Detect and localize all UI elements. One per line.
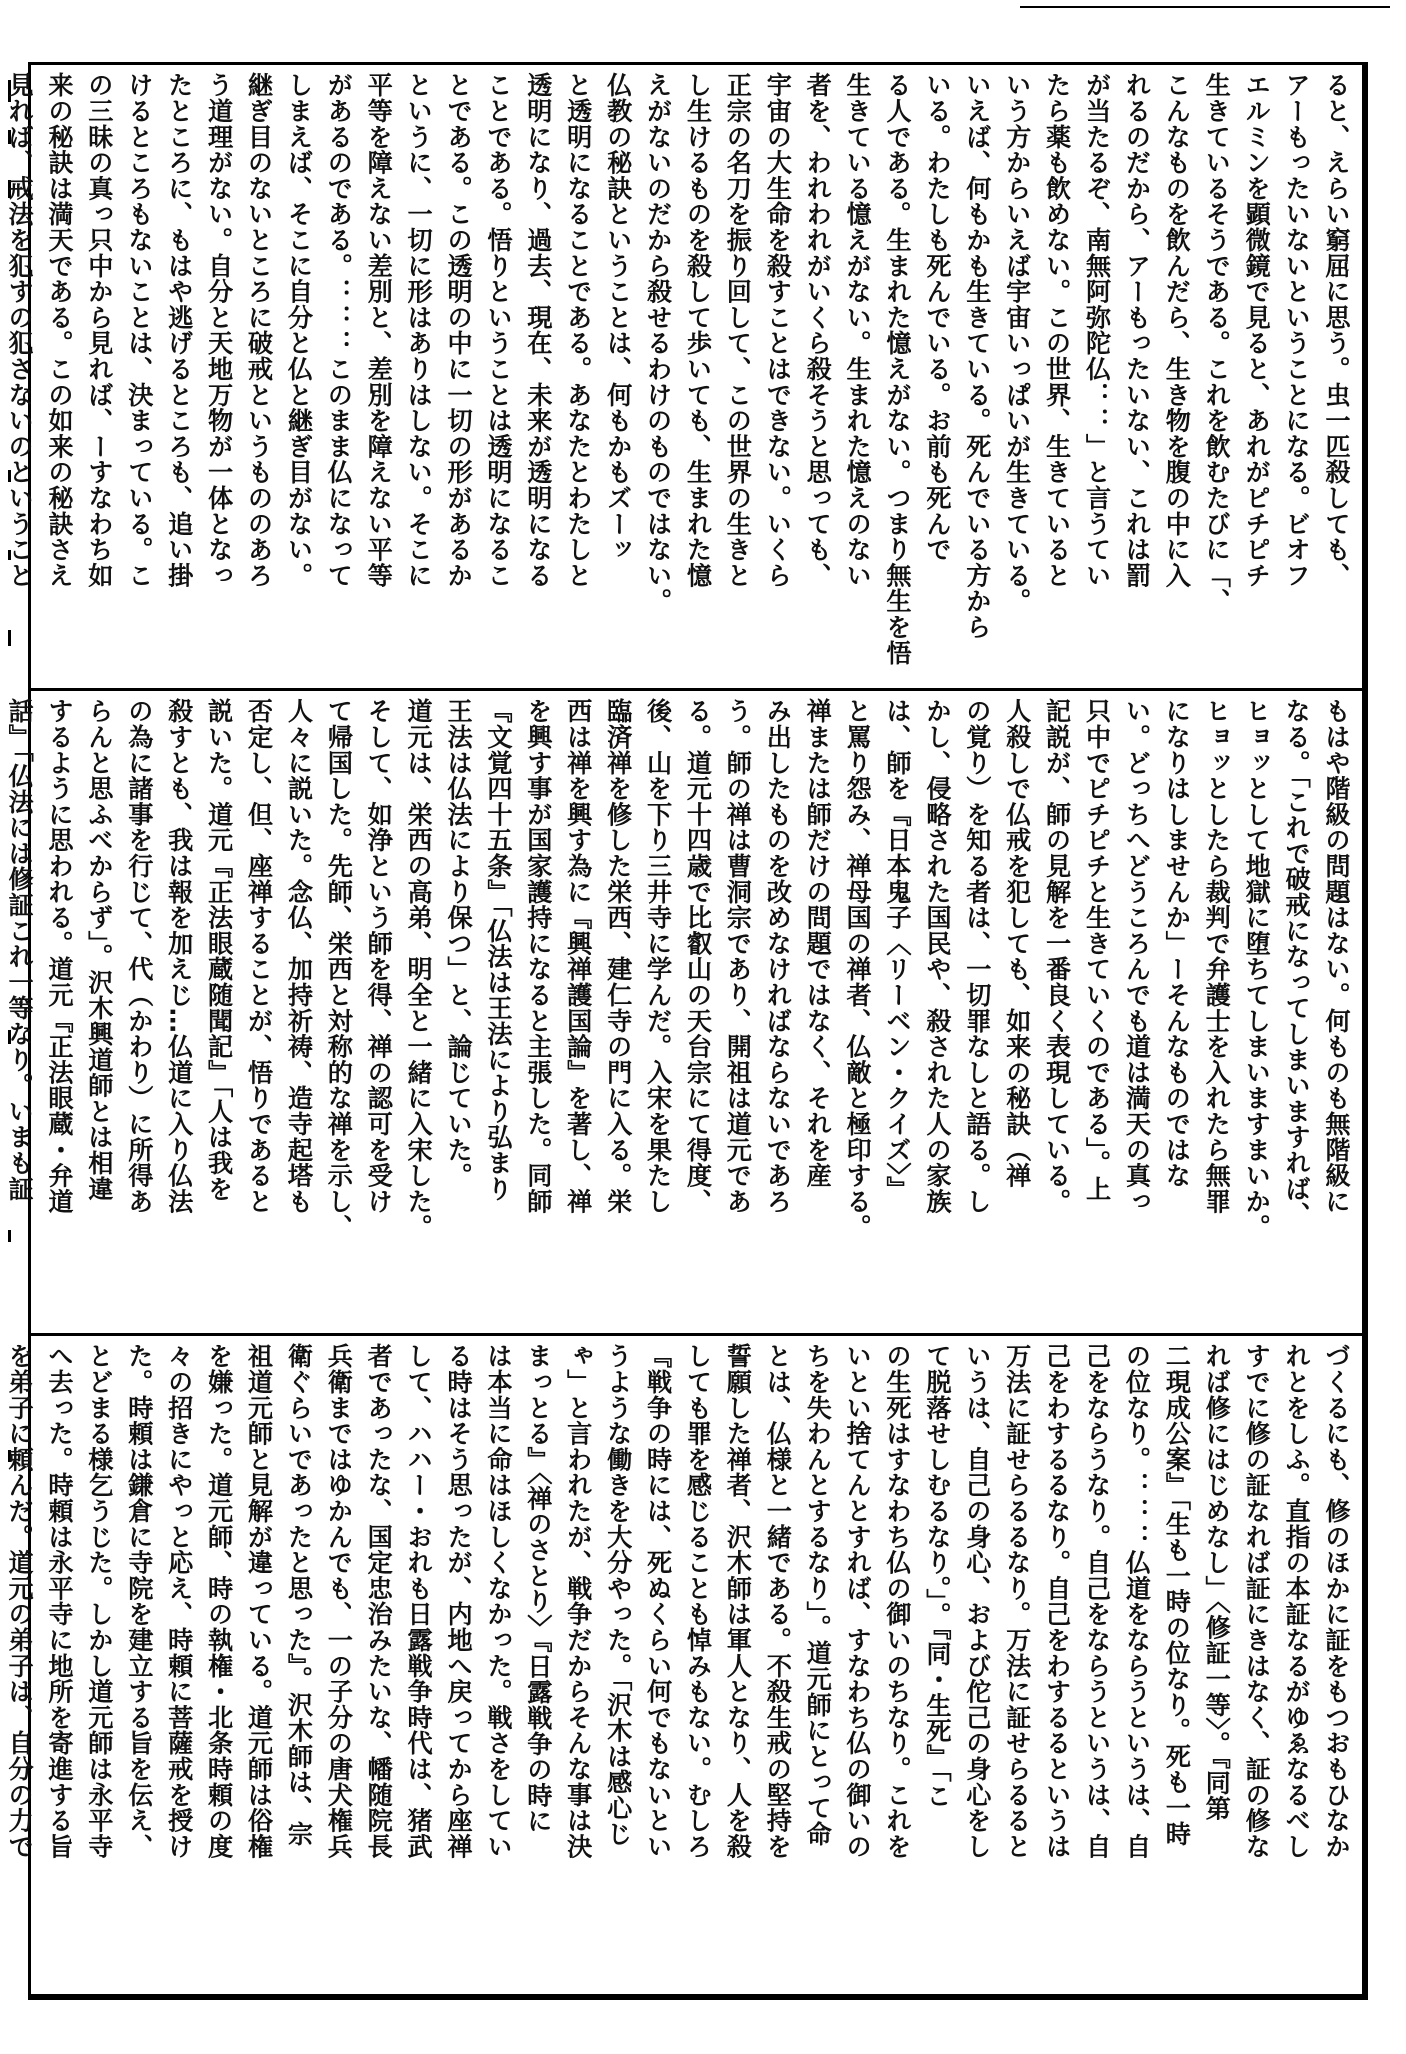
text-section-1 <box>5 72 1356 682</box>
text-section-3 <box>5 1343 1356 1993</box>
vertical-text-3: づくるにも、修のほかに証をもつおもひなか れとをしふ。直指の本証なるがゆゑなるべし すでに修の証なれば証にきはなく、証の修な れば修にはじめなし」〈修証一等〉。『同第 二現成公案』「生も一時の位なり。死も一時 の位なり。：：：仏道をならうというは、自 己をならうなり。自己をならうというは、自 己をわするるなり。自己をわするるというは 万法に証せらるるなり。万法に証せらるると いうは、自己の身心、および佗己の身心をし て脱落せしむるなり。」。『同・生死』「こ の生死はすなわち仏の御いのちなり。これを いとい捨てんとすれば、すなわち仏の御いの ちを失わんとするなり」。道元師にとって命 とは、仏様と一緒である。不殺生戒の堅持を 誓願した禅者、沢木師は軍人となり、人を殺 しても罪を感じることも悼みもない。むしろ 『戦争の時には、死ぬくらい何でもないとい うような働きを大分やった。「沢木は感心じ ゃ」と言われたが、戦争だからそんな事は決 まっとる』〈禅のさとり〉『日露戦争の時に は本当に命はほしくなかった。戦さをしてい る時はそう思ったが、内地へ戻ってから座禅 して、ハハー・おれも日露戦争時代は、猪武 者であったな、国定忠治みたいな、幡随院長 兵衛まではゆかんでも、一の子分の唐犬権兵 衛ぐらいであったと思った』。沢木師は、宗 祖道元師と見解が違っている。道元師は俗権 を嫌った。道元師、時の執権・北条時頼の度 々の招きにやっと応え、時頼に菩薩戒を授け た。時頼は鎌倉に寺院を建立する旨を伝え、 とどまる様乞うじた。しかし道元師は永平寺 へ去った。時頼は永平寺に地所を寄進する旨 を弟子に頼んだ。道元の弟子は、自分の力で <box>5 1343 1351 1859</box>
top-rule <box>1020 6 1390 8</box>
section-divider-1 <box>28 688 1368 691</box>
vertical-text-1: ると、えらい窮屈に思う。虫一匹殺しても、 アーもったいないということになる。ビオフ エルミンを顕微鏡で見ると、あれがピチピチ 生きているそうである。これを飲むたびに「、 こんなものを飲んだら、生き物を腹の中に入 れるのだから、アーもったいない、これは罰 が当たるぞ、南無阿弥陀仏：：」と言うてい たら薬も飲めない。この世界、生きていると いう方からいえば宇宙いっぱいが生きている。 いえば、何もかも生きている。死んでいる方から いる。わたしも死んでいる。お前も死んで る人である。生まれた憶えがない。つまり無生を悟 生きている憶えがない。生まれた憶えのない 者を、われわれがいくら殺そうと思っても、 宇宙の大生命を殺すことはできない。いくら 正宗の名刀を振り回して、この世界の生きと し生けるものを殺して歩いても、生まれた憶 えがないのだから殺せるわけのものではない。 仏教の秘訣ということは、何もかもズーッ と透明になることである。あなたとわたしと 透明になり、過去、現在、未来が透明になる ことである。悟りということは透明になるこ とである。この透明の中に一切の形があるか というに、一切に形はありはしない。そこに 平等を障えない差別と、差別を障えない平等 があるのである。：：：このまま仏になって しまえば、そこに自分と仏と継ぎ目がない。 継ぎ目のないところに破戒というもののあろ う道理がない。自分と天地万物が一体となっ たところに、もはや逃げるところも、追い掛 けるところもないことは、決まっている。こ の三昧の真っ只中から見れば、ーすなわち如 来の秘訣は満天である。この如来の秘訣さえ 見れば、戒法を犯すの犯さないのということ <box>5 72 1351 666</box>
text-section-2 <box>5 698 1356 1326</box>
vertical-text-2: もはや階級の問題はない。何ものも無階級に なる。「これで破戒になってしまいますれば、 ヒョッとして地獄に堕ちてしまいますまいか。 ヒョッとしたら裁判で弁護士を入れたら無罪 になりはしませんか」ーそんなものではな い。どっちへどうころんでも道は満天の真っ 只中でピチピチと生きていくのである」。上 記説が、師の見解を一番良く表現している。 人殺しで仏戒を犯しても、如来の秘訣（禅 の覚り）を知る者は、一切罪なしと語る。し かし、侵略された国民や、殺された人の家族 は、師を『日本鬼子〈リーベン・クイズ〉』 と罵り怨み、禅母国の禅者、仏敵と極印する。 禅または師だけの問題ではなく、それを産 み出したものを改めなければならないであろ う。師の禅は曹洞宗であり、開祖は道元であ る。道元十四歳で比叡山の天台宗にて得度、 後、山を下り三井寺に学んだ。入宋を果たし 臨済禅を修した栄西、建仁寺の門に入る。栄 西は禅を興す為に『興禅護国論』を著し、禅 を興す事が国家護持になると主張した。同師 『文覚四十五条』「仏法は王法により弘まり 王法は仏法により保つ」と、論じていた。 道元は、栄西の高弟、明全と一緒に入宋した。 そして、如浄という師を得、禅の認可を受け て帰国した。先師、栄西と対称的な禅を示し、 人々に説いた。念仏、加持祈祷、造寺起塔も 否定し、但、座禅することが、悟りであると 説いた。道元『正法眼蔵随聞記』「人は我を 殺すとも、我は報を加えじ…仏道に入り仏法 の為に諸事を行じて、代（かわり）に所得あ らんと思ふべからず」。沢木興道師とは相違 するように思われる。道元『正法眼蔵・弁道 話』「仏法には修証これ一等なり。いまも証 <box>5 698 1351 1240</box>
section-divider-2 <box>28 1333 1368 1336</box>
